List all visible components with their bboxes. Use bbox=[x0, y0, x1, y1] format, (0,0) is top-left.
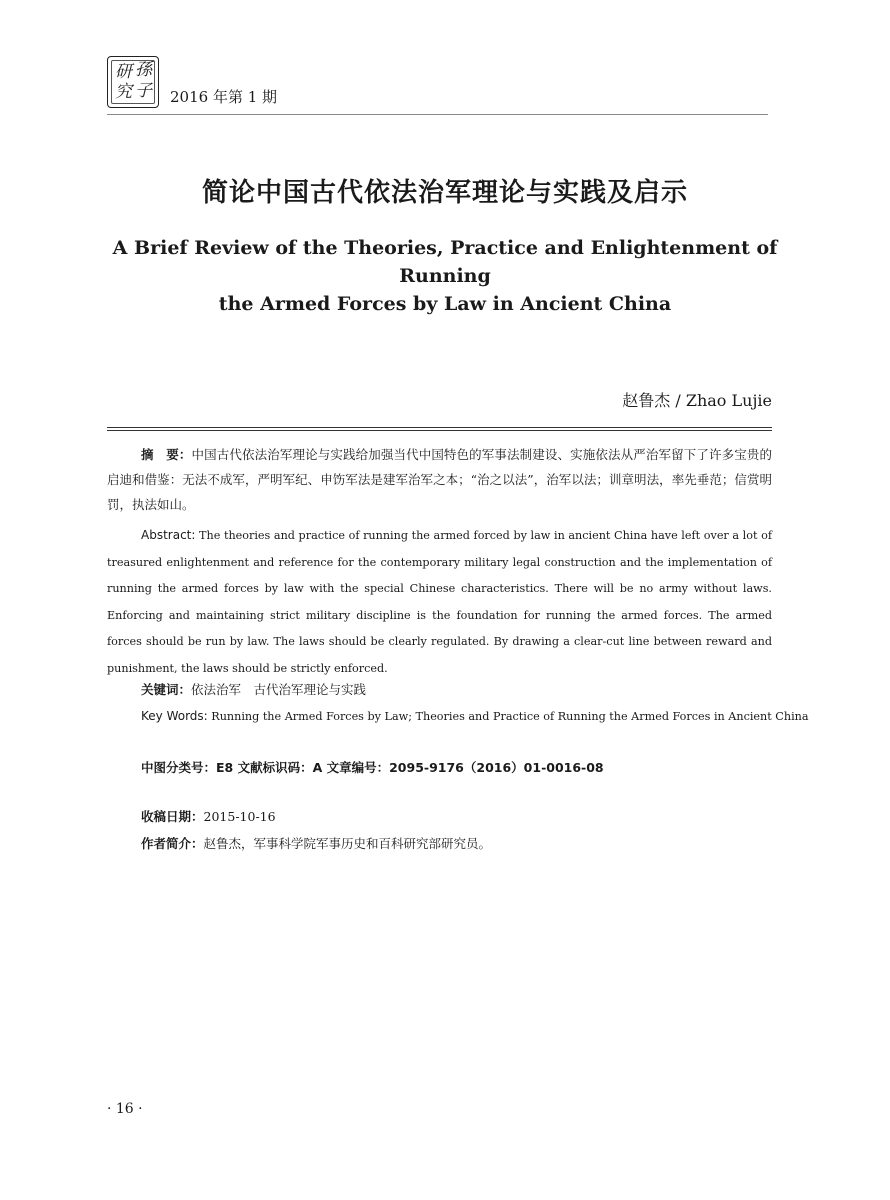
author-bio-text: 赵鲁杰，军事科学院军事历史和百科研究部研究员。 bbox=[203, 836, 492, 851]
logo-char: 孫 bbox=[135, 60, 152, 80]
logo-char: 究 bbox=[115, 82, 132, 102]
keywords-english-text: Running the Armed Forces by Law; Theories and Practice of Running the Armed Forces in Ancient China bbox=[207, 710, 809, 723]
title-english-line: the Armed Forces by Law in Ancient China bbox=[218, 293, 672, 315]
abstract-divider bbox=[107, 427, 772, 428]
author-bio-label: 作者简介： bbox=[141, 836, 204, 851]
journal-logo bbox=[107, 56, 159, 108]
abstract-divider bbox=[107, 430, 772, 431]
title-english bbox=[100, 234, 790, 318]
keywords-english-label: Key Words: bbox=[141, 709, 208, 723]
author-name: 赵鲁杰 / Zhao Lujie bbox=[622, 391, 772, 410]
keywords-english bbox=[141, 706, 809, 727]
logo-char: 子 bbox=[135, 81, 152, 101]
title-chinese: 简论中国古代依法治军理论与实践及启示 bbox=[201, 178, 688, 208]
received-date-label: 收稿日期： bbox=[141, 809, 204, 824]
abstract-chinese-label: 摘 要： bbox=[141, 447, 192, 462]
received-date-value: 2015-10-16 bbox=[203, 809, 276, 824]
header-divider bbox=[107, 114, 768, 115]
abstract-chinese bbox=[107, 442, 772, 517]
page-number: · 16 · bbox=[107, 1101, 143, 1117]
classification-line: 中图分类号：E8 文献标识码：A 文章编号：2095-9176（2016）01-0016-08 bbox=[141, 760, 604, 775]
keywords-chinese-text: 依法治军 古代治军理论与实践 bbox=[191, 682, 367, 697]
abstract-english-text: The theories and practice of running the armed forced by law in ancient China have left over a lot of treasured enlightenment and reference for the contemporary military legal construction and the implementation of running the armed forces by law with the special Chinese characteristics. There will be no army without laws. Enforcing and maintaining strict military discipline is the foundation for running the armed forces. The armed forces should be run by law. The laws should be clearly regulated. By drawing a clear-cut line between reward and punishment, the laws should be strictly enforced. bbox=[107, 529, 772, 675]
abstract-chinese-text: 中国古代依法治军理论与实践给加强当代中国特色的军事法制建设、实施依法从严治军留下了许多宝贵的启迪和借鉴：无法不成军，严明军纪、申饬军法是建军治军之本；“治之以法”，治军以法；训章明法，率先垂范；信赏明罚，执法如山。 bbox=[107, 447, 772, 512]
keywords-chinese bbox=[141, 680, 366, 700]
issue-label: 2016 年第 1 期 bbox=[170, 88, 278, 106]
title-english-line: A Brief Review of the Theories, Practice and Enlightenment of Running bbox=[112, 237, 778, 287]
logo-char: 研 bbox=[115, 62, 132, 82]
keywords-chinese-label: 关键词： bbox=[141, 682, 192, 697]
abstract-english bbox=[107, 522, 772, 683]
abstract-english-label: Abstract: bbox=[141, 528, 196, 542]
author-bio bbox=[141, 834, 491, 854]
received-date bbox=[141, 807, 276, 827]
